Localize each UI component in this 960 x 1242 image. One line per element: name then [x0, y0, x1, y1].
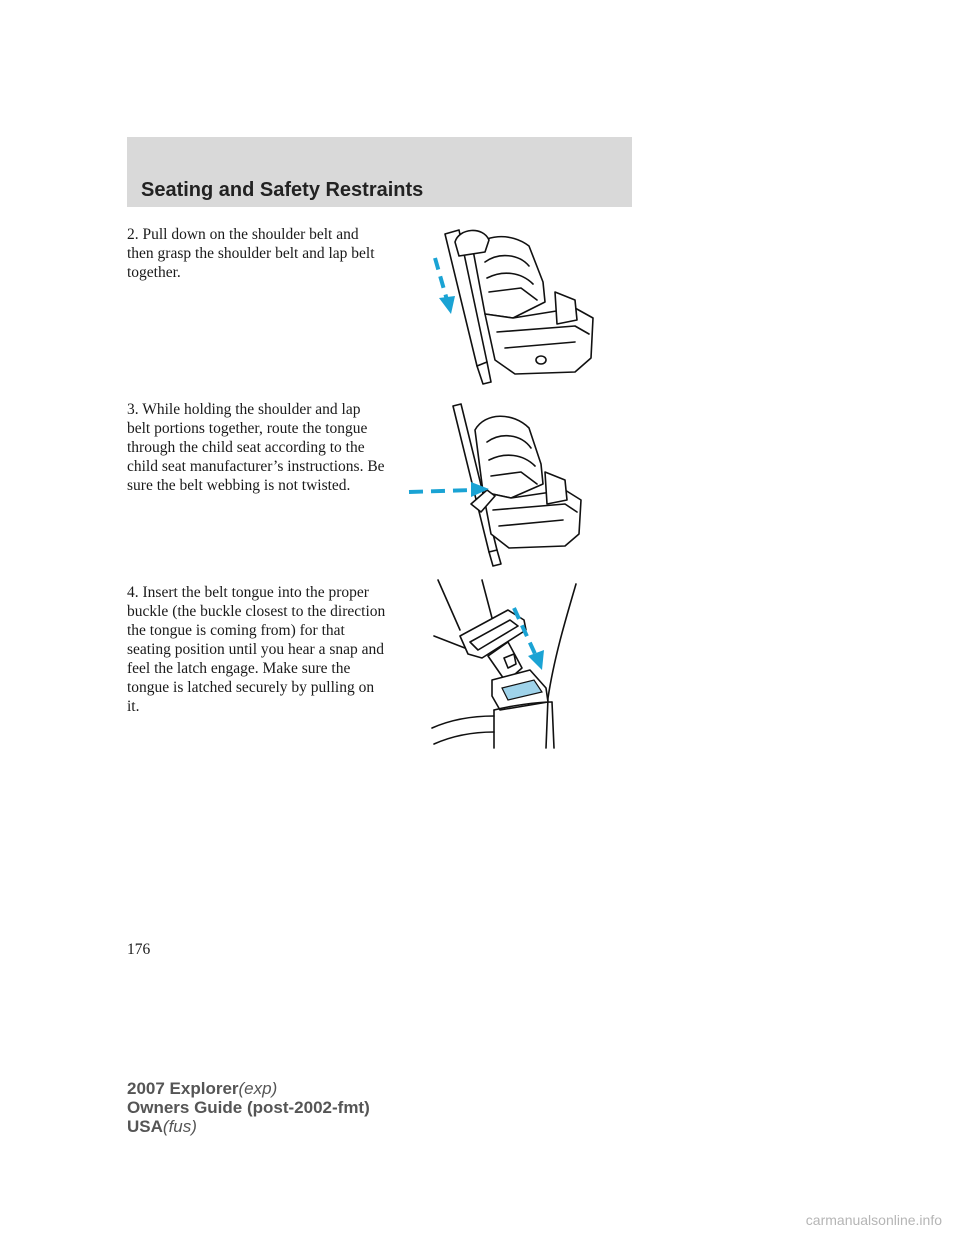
page-number: 176 — [127, 941, 151, 958]
step-3-text: 3. While holding the shoulder and lap belt portions together, route the tongue through the child seat according to the child seat manufacturer’s instructions. Be sure the belt webbing is not twisted. — [127, 401, 385, 494]
figure-pull-shoulder-belt — [425, 222, 605, 392]
watermark: carmanualsonline.info — [805, 1212, 942, 1228]
figure-insert-tongue-buckle — [430, 578, 590, 753]
document-footer — [127, 1079, 370, 1136]
footer-market: USA — [127, 1117, 163, 1136]
section-header — [127, 137, 632, 207]
footer-line-2 — [127, 1098, 370, 1117]
footer-line-3 — [127, 1117, 370, 1136]
footer-guide: Owners Guide (post-2002-fmt) — [127, 1098, 370, 1117]
footer-model: 2007 Explorer — [127, 1079, 239, 1098]
step-4-text: 4. Insert the belt tongue into the proper buckle (the buckle closest to the direction the tongue is coming from) for that seating position until you hear a snap and feel the latch engage. Make sure the tongue is latched securely by pulling on it. — [127, 584, 386, 715]
footer-line-1 — [127, 1079, 370, 1098]
footer-market-code: (fus) — [162, 1117, 197, 1136]
section-title: Seating and Safety Restraints — [141, 179, 424, 201]
footer-model-code: (exp) — [238, 1079, 278, 1098]
figure-route-tongue — [405, 400, 590, 570]
step-2-text: 2. Pull down on the shoulder belt and then grasp the shoulder belt and lap belt together. — [127, 226, 375, 281]
